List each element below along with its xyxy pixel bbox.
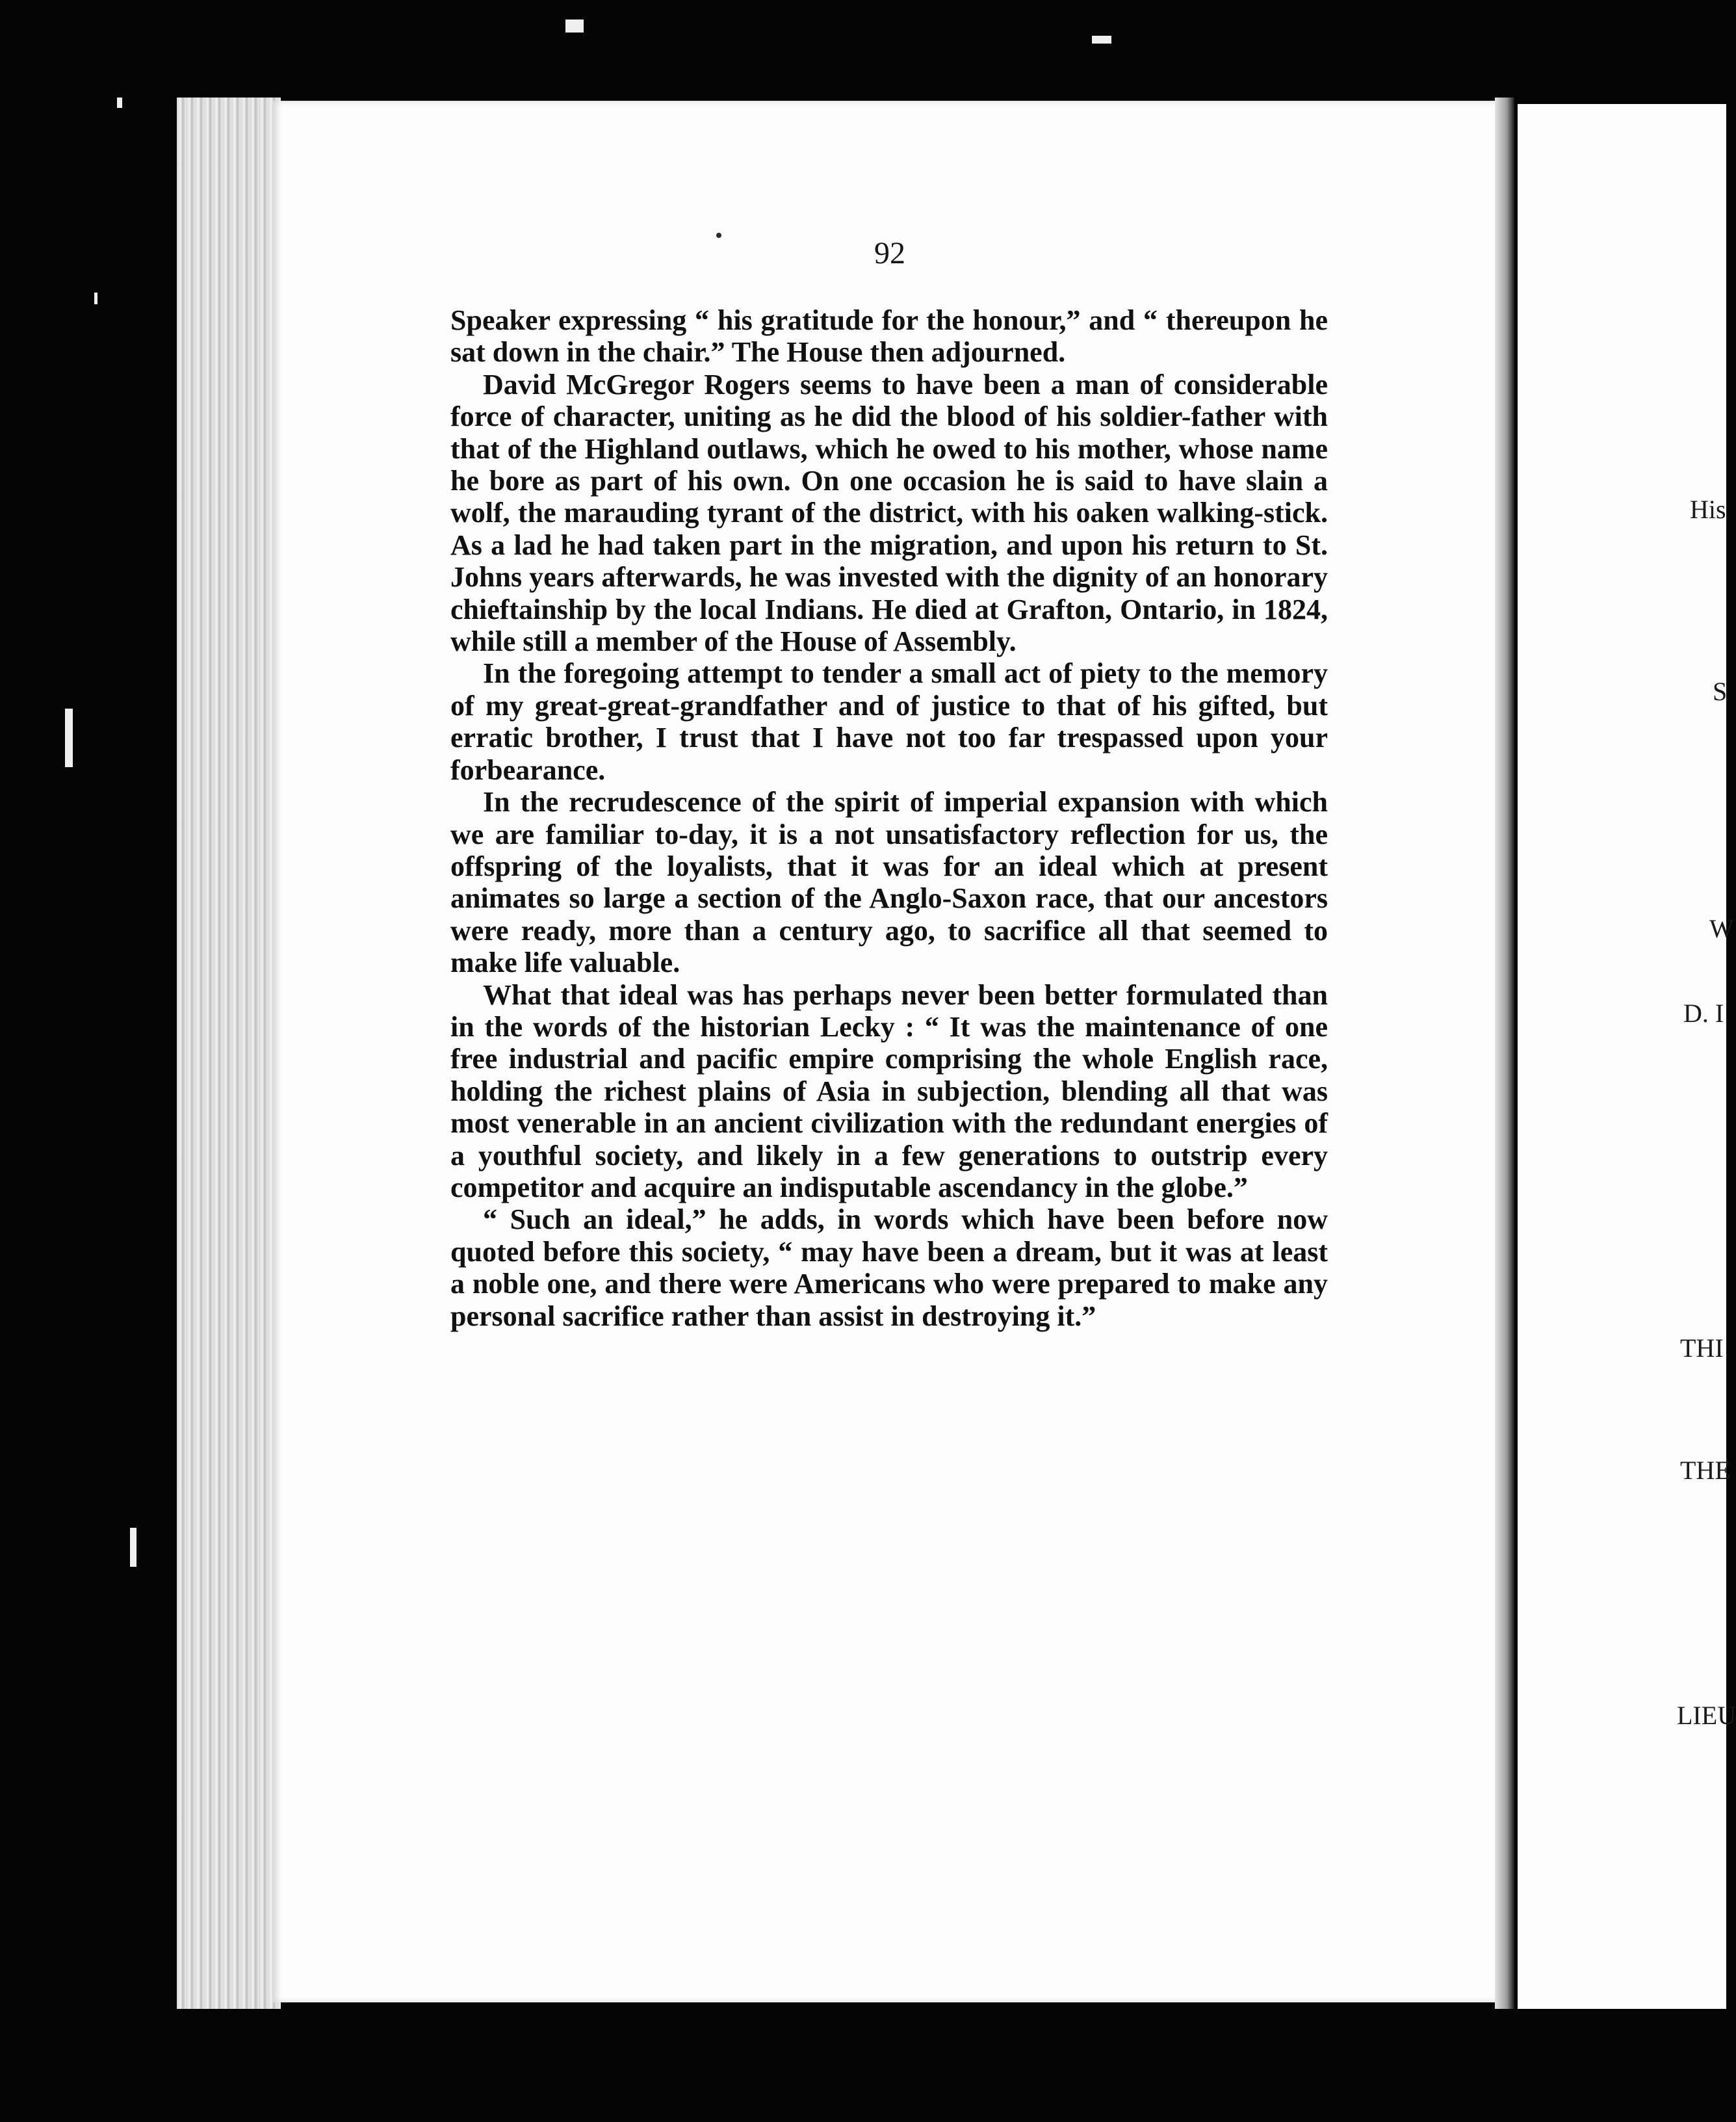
paragraph-6: “ Such an ideal,” he adds, in words which have been before now quoted before this society, “ may have been a dream, but it was at least a noble one, and there were Americans who were prepared to make any personal sacrifice rather than assist in destroying it.” bbox=[450, 1203, 1328, 1332]
right-page-fragment: W bbox=[1709, 914, 1734, 943]
scan-speck bbox=[1092, 36, 1111, 44]
right-page-fragment: D. I bbox=[1683, 999, 1724, 1028]
right-page-fragment: S bbox=[1713, 677, 1728, 706]
right-page-fragment: THE bbox=[1680, 1456, 1731, 1485]
page-block-edges bbox=[177, 98, 281, 2009]
scan-speck bbox=[65, 709, 73, 767]
page-number: 92 bbox=[874, 236, 905, 270]
body-text bbox=[450, 304, 1328, 1332]
paragraph-1: Speaker expressing “ his gratitude for the honour,” and “ thereupon he sat down in the chair.” The House then adjourned. bbox=[450, 304, 1328, 369]
right-page-fragment: His bbox=[1690, 495, 1726, 524]
book-gutter bbox=[1495, 98, 1514, 2009]
paragraph-3: In the foregoing attempt to tender a small act of piety to the memory of my great-great-grandfather and of justice to that of his gifted, but erratic brother, I trust that I have not too far trespassed upon your forbearance. bbox=[450, 657, 1328, 786]
paragraph-5: What that ideal was has perhaps never been better formulated than in the words of the historian Lecky : “ It was the maintenance of one free industrial and pacific empire comprising the whole English race, holding the richest plains of Asia in subjection, blending all that was most venerable in an ancient civilization with the redundant energies of a youthful society, and likely in a few generations to outstrip every competitor and acquire an indisputable ascendancy in the globe.” bbox=[450, 978, 1328, 1203]
right-page-fragment: THI bbox=[1680, 1333, 1724, 1363]
scan-speck bbox=[565, 20, 584, 33]
right-page-fragment: LIEU bbox=[1677, 1701, 1736, 1730]
scan-speck bbox=[130, 1528, 136, 1567]
paragraph-4: In the recrudescence of the spirit of imperial expansion with which we are familiar to-day, it is a not unsatisfactory reflection for us, the offspring of the loyalists, that it was for an ideal which at present animates so large a section of the Anglo-Saxon race, that our ancestors were ready, more than a century ago, to sacrifice all that seemed to make life valuable. bbox=[450, 786, 1328, 979]
scan-speck bbox=[94, 293, 97, 304]
right-page bbox=[1518, 104, 1736, 2009]
scan-speck bbox=[716, 233, 721, 238]
paragraph-2: David McGregor Rogers seems to have been a man of considerable force of character, uniting as he did the blood of his soldier-father with that of the Highland outlaws, which he owed to his mother, whose name he bore as part of his own. On one occasion he is said to have slain a wolf, the marauding tyrant of the district, with his oaken walking-stick. As a lad he had taken part in the migration, and upon his return to St. Johns years afterwards, he was invested with the dignity of an honorary chieftainship by the local Indians. He died at Grafton, Ontario, in 1824, while still a member of the House of Assembly. bbox=[450, 368, 1328, 658]
scan-speck bbox=[117, 98, 122, 108]
